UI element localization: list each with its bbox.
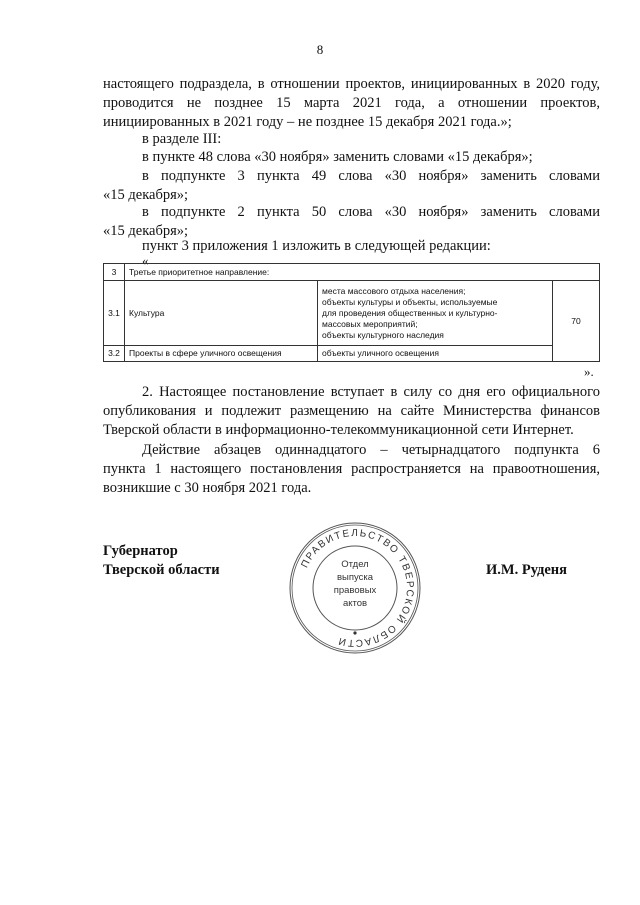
stamp-center-line: Отдел <box>341 559 369 570</box>
paragraph-line: возникшие с 30 ноября 2021 года. <box>103 480 312 496</box>
object-item: объекты культурного наследия <box>322 329 444 340</box>
paragraph-line: опубликования и подлежит размещению на сайте Министерства финансов <box>103 403 600 419</box>
paragraph-line: в подпункте 2 пункта 50 слова «30 ноября» заменить словами <box>142 204 600 220</box>
inserted-table <box>103 263 600 362</box>
stamp-center-line: выпуска <box>336 572 374 583</box>
row-number: 3 <box>104 264 125 281</box>
row-number: 3.1 <box>104 281 125 346</box>
table-row <box>104 264 600 281</box>
signature-title-line: Тверской области <box>103 562 220 578</box>
object-item: массовых мероприятий; <box>322 318 418 329</box>
table-row <box>104 281 600 346</box>
row-number: 3.2 <box>104 346 125 362</box>
project-type: Культура <box>125 281 318 346</box>
stamp-center-line: актов <box>342 598 368 609</box>
table-row <box>104 346 600 362</box>
paragraph-line: в пункте 48 слова «30 ноября» заменить словами «15 декабря»; <box>142 149 533 165</box>
stamp-dot <box>353 631 356 634</box>
signature-title-line: Губернатор <box>103 543 178 559</box>
paragraph-line: в разделе III: <box>142 131 222 147</box>
paragraph-line: «15 декабря»; <box>103 223 189 239</box>
paragraph-line: инициированных в 2021 году – не позднее 15 декабря 2021 года.»; <box>103 114 512 130</box>
paragraph-line: в подпункте 3 пункта 49 слова «30 ноября» заменить словами <box>142 168 600 184</box>
object-item: места массового отдыха населения; <box>322 285 466 296</box>
score-value: 70 <box>553 281 600 362</box>
paragraph-line: «15 декабря»; <box>103 187 189 203</box>
paragraph-line: проводится не позднее 15 марта 2021 года, а отношении проектов, <box>103 95 600 111</box>
paragraph-line: пункта 1 настоящего постановления распространяется на правоотношения, <box>103 461 600 477</box>
paragraph-line: 2. Настоящее постановление вступает в силу со дня его официального <box>142 384 600 400</box>
official-stamp <box>288 521 422 655</box>
close-quote: ». <box>584 364 594 379</box>
row-title: Третье приоритетное направление: <box>125 264 600 281</box>
object-list: объекты уличного освещения <box>318 346 553 362</box>
paragraph-line: Действие абзацев одиннадцатого – четырнадцатого подпункта 6 <box>142 442 600 458</box>
object-list <box>318 281 553 346</box>
paragraph-line: пункт 3 приложения 1 изложить в следующей редакции: <box>142 238 491 254</box>
signature-title <box>103 542 220 580</box>
paragraph-line: настоящего подраздела, в отношении проектов, инициированных в 2020 году, <box>103 76 600 92</box>
object-item: для проведения общественных и культурно- <box>322 307 498 318</box>
signature-name: И.М. Руденя <box>486 562 568 578</box>
object-item: объекты культуры и объекты, используемые <box>322 296 498 307</box>
stamp-center-line: правовых <box>333 585 377 596</box>
project-type: Проекты в сфере уличного освещения <box>125 346 318 362</box>
page-number: 8 <box>316 42 324 57</box>
stamp-ring-text: ПРАВИТЕЛЬСТВО ТВЕРСКОЙ ОБЛАСТИ <box>299 527 416 649</box>
open-quote: « <box>142 253 149 268</box>
paragraph-line: Тверской области в информационно-телекоммуникационной сети Интернет. <box>103 422 574 438</box>
